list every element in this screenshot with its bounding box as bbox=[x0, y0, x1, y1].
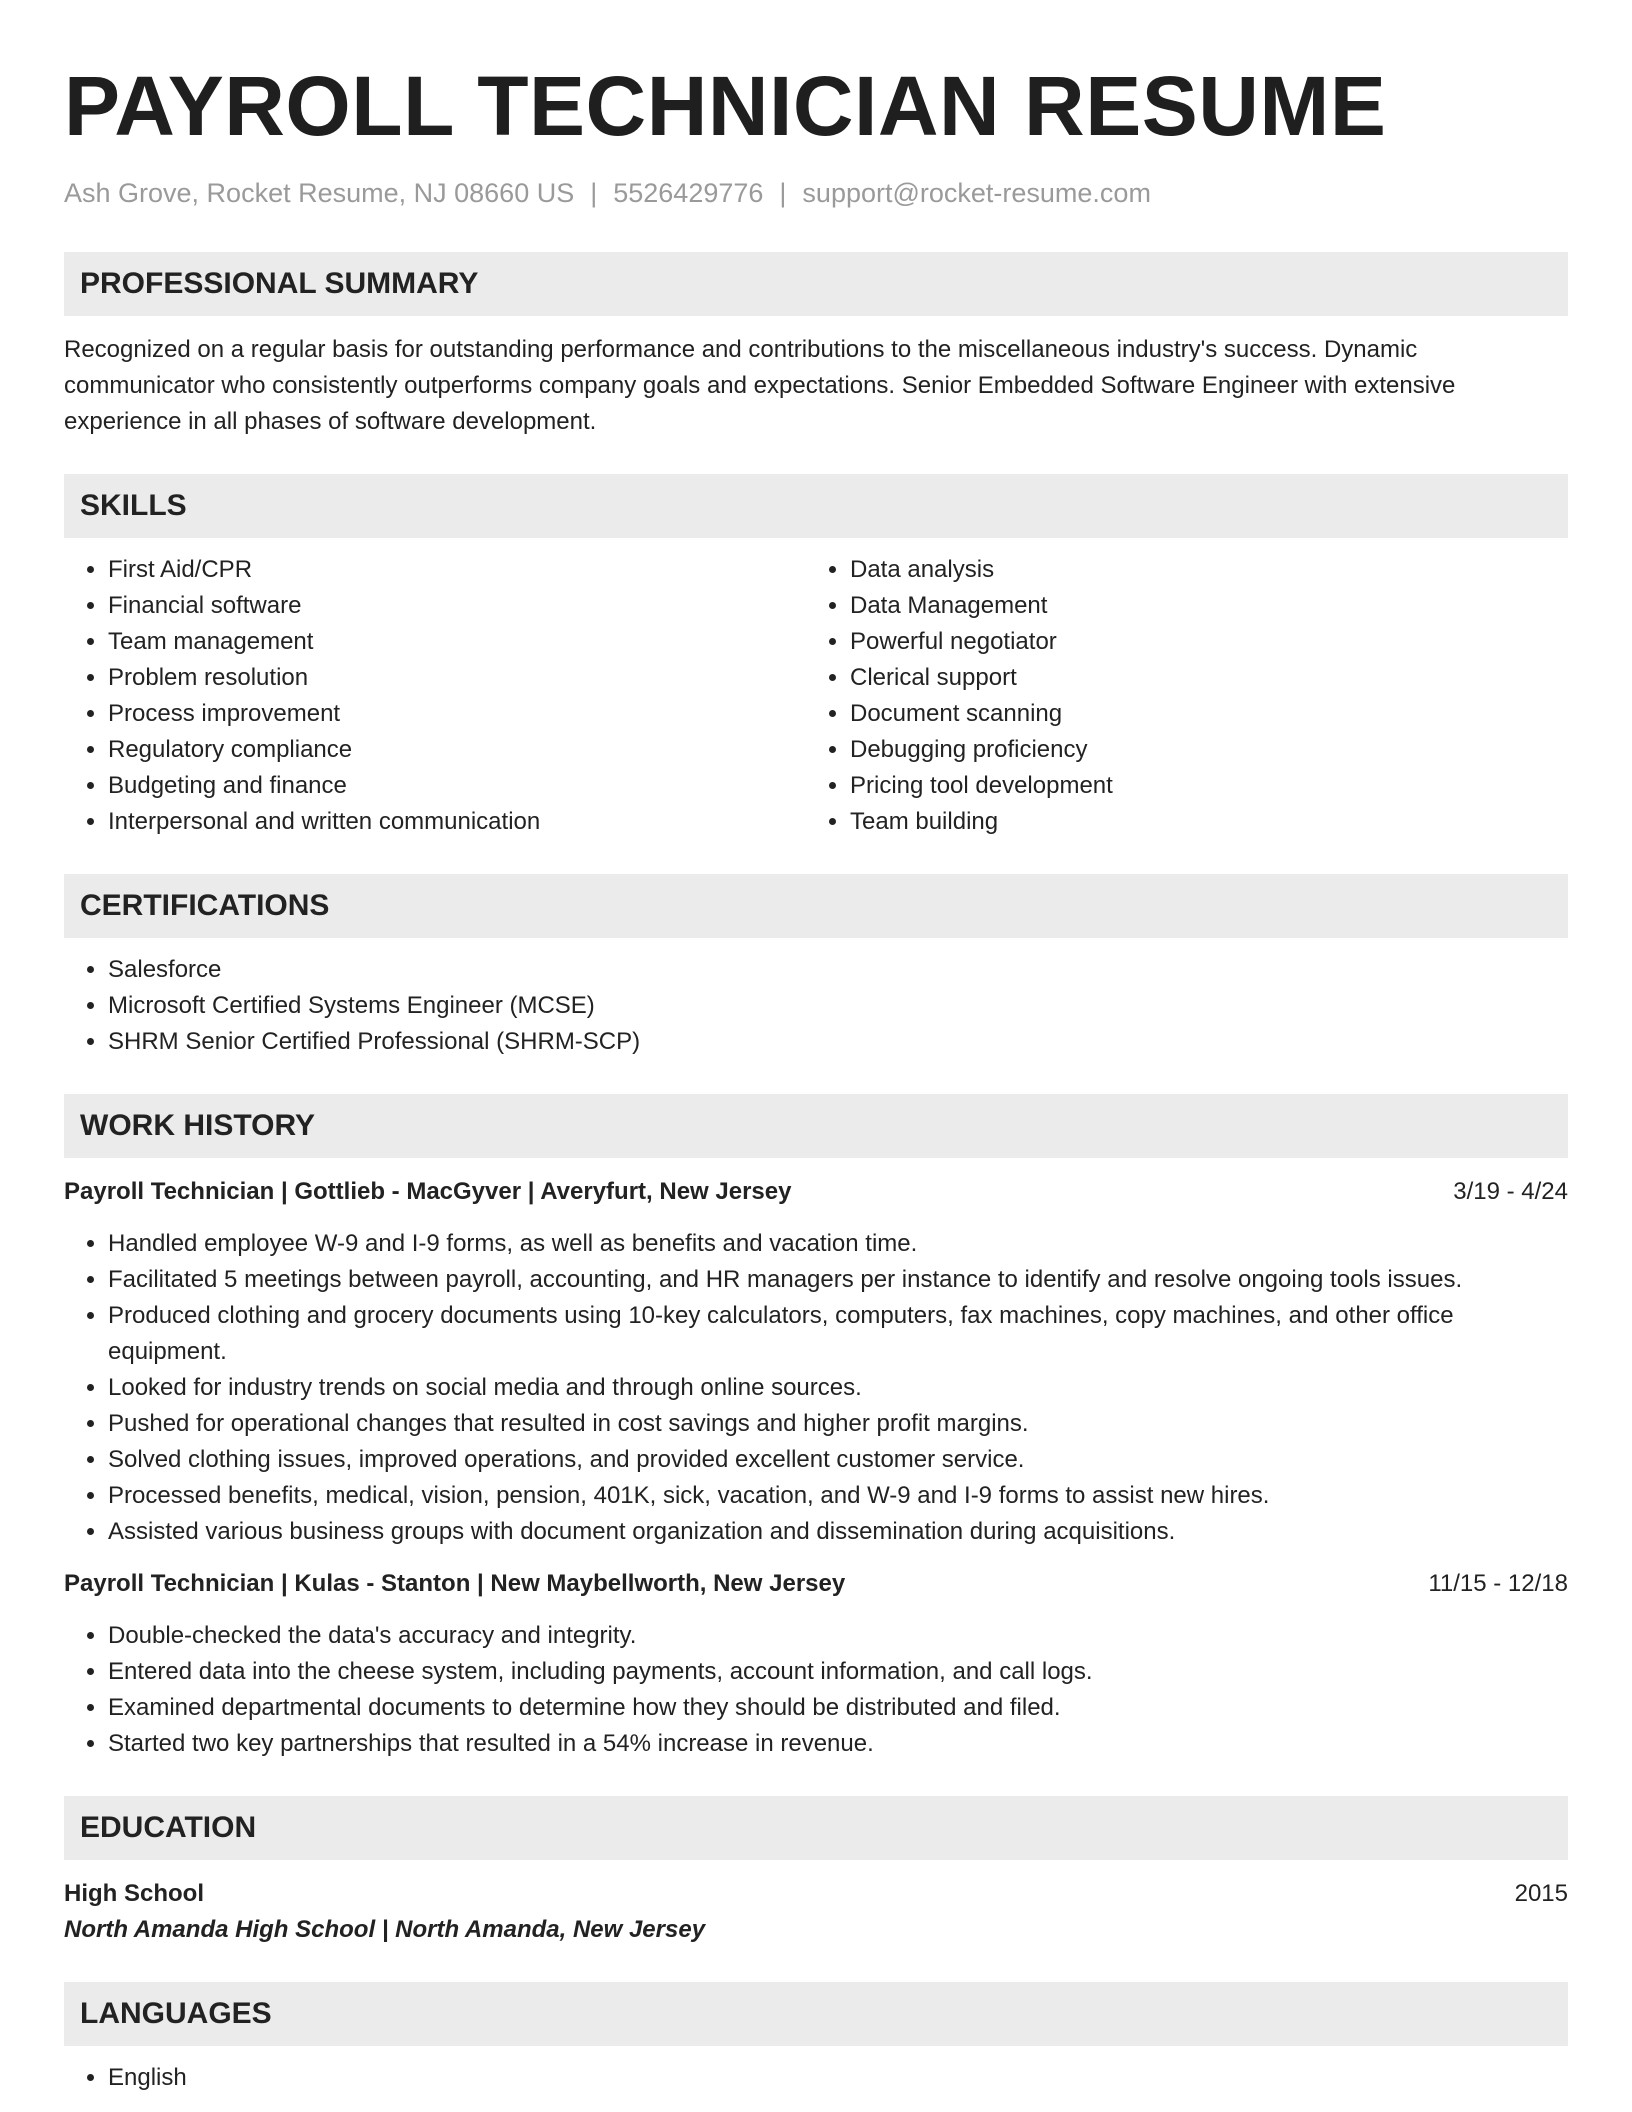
list-item: • Pricing tool development bbox=[850, 768, 1548, 804]
section-header-work-history: WORK HISTORY bbox=[64, 1094, 1568, 1158]
work-history-section bbox=[64, 1094, 1568, 1762]
contact-phone: 5526429776 bbox=[613, 178, 764, 208]
section-header-skills: SKILLS bbox=[64, 474, 1568, 538]
section-header-summary: PROFESSIONAL SUMMARY bbox=[64, 252, 1568, 316]
list-item: • Examined departmental documents to determine how they should be distributed and filed. bbox=[108, 1690, 1568, 1726]
contact-separator: | bbox=[590, 178, 598, 208]
list-item: • Process improvement bbox=[108, 696, 806, 732]
section-header-languages: LANGUAGES bbox=[64, 1982, 1568, 2046]
list-item: • Clerical support bbox=[850, 660, 1548, 696]
list-item: • Double-checked the data's accuracy and integrity. bbox=[108, 1618, 1568, 1654]
list-item: • Team building bbox=[850, 804, 1548, 840]
contact-email: support@rocket-resume.com bbox=[802, 178, 1151, 208]
languages-section bbox=[64, 1982, 1568, 2096]
summary-text: Recognized on a regular basis for outstanding performance and contributions to the miscellaneous industry's success. Dynamic communicator who consistently outperforms company goals and expectations. Senior Embedded Software Engineer with extensive experience in all phases of software development. bbox=[64, 336, 1456, 435]
skills-column-right bbox=[806, 552, 1548, 840]
list-item: • Interpersonal and written communication bbox=[108, 804, 806, 840]
resume-title: PAYROLL TECHNICIAN RESUME bbox=[64, 59, 1387, 153]
languages-list bbox=[64, 2060, 1568, 2096]
education-year: 2015 bbox=[1514, 1880, 1568, 1907]
list-item: • Salesforce bbox=[108, 952, 1568, 988]
contact-line bbox=[64, 176, 1568, 210]
list-item: • Entered data into the cheese system, including payments, account information, and call logs. bbox=[108, 1654, 1568, 1690]
section-header-certifications: CERTIFICATIONS bbox=[64, 874, 1568, 938]
list-item: • Pushed for operational changes that resulted in cost savings and higher profit margins. bbox=[108, 1406, 1568, 1442]
list-item: • Solved clothing issues, improved operations, and provided excellent customer service. bbox=[108, 1442, 1568, 1478]
list-item: • Looked for industry trends on social media and through online sources. bbox=[108, 1370, 1568, 1406]
list-item: • Started two key partnerships that resulted in a 54% increase in revenue. bbox=[108, 1726, 1568, 1762]
job-header bbox=[64, 1566, 1568, 1602]
education-degree: High School bbox=[64, 1880, 204, 1907]
job-dates: 3/19 - 4/24 bbox=[1453, 1178, 1568, 1205]
list-item: • SHRM Senior Certified Professional (SHRM-SCP) bbox=[108, 1024, 1568, 1060]
list-item: • Assisted various business groups with document organization and dissemination during acquisitions. bbox=[108, 1514, 1568, 1550]
job-title: Payroll Technician | Gottlieb - MacGyver | Averyfurt, New Jersey bbox=[64, 1178, 792, 1205]
list-item: • Produced clothing and grocery documents using 10-key calculators, computers, fax machines, copy machines, and other office equipment. bbox=[108, 1298, 1568, 1370]
summary-section bbox=[64, 252, 1568, 440]
contact-separator: | bbox=[779, 178, 787, 208]
certifications-list bbox=[64, 952, 1568, 1060]
list-item: • Debugging proficiency bbox=[850, 732, 1548, 768]
job-entry bbox=[64, 1174, 1568, 1550]
education-school: North Amanda High School | North Amanda, New Jersey bbox=[64, 1916, 706, 1943]
list-item: • Data analysis bbox=[850, 552, 1548, 588]
list-item: • Processed benefits, medical, vision, pension, 401K, sick, vacation, and W-9 and I-9 forms to assist new hires. bbox=[108, 1478, 1568, 1514]
job-bullets bbox=[64, 1618, 1568, 1762]
list-item: • Budgeting and finance bbox=[108, 768, 806, 804]
list-item: • Handled employee W-9 and I-9 forms, as well as benefits and vacation time. bbox=[108, 1226, 1568, 1262]
job-entry bbox=[64, 1566, 1568, 1762]
list-item: • Problem resolution bbox=[108, 660, 806, 696]
job-dates: 11/15 - 12/18 bbox=[1428, 1570, 1568, 1597]
certifications-section bbox=[64, 874, 1568, 1060]
skills-section bbox=[64, 474, 1568, 840]
job-header bbox=[64, 1174, 1568, 1210]
section-header-education: EDUCATION bbox=[64, 1796, 1568, 1860]
skills-list-left bbox=[64, 552, 806, 840]
list-item: • Regulatory compliance bbox=[108, 732, 806, 768]
list-item: • Document scanning bbox=[850, 696, 1548, 732]
job-bullets bbox=[64, 1226, 1568, 1550]
skills-columns bbox=[64, 552, 1568, 840]
list-item: • Financial software bbox=[108, 588, 806, 624]
job-title: Payroll Technician | Kulas - Stanton | New Maybellworth, New Jersey bbox=[64, 1570, 846, 1597]
list-item: • Data Management bbox=[850, 588, 1548, 624]
list-item: • Facilitated 5 meetings between payroll, accounting, and HR managers per instance to identify and resolve ongoing tools issues. bbox=[108, 1262, 1568, 1298]
education-section bbox=[64, 1796, 1568, 1948]
list-item: • Microsoft Certified Systems Engineer (MCSE) bbox=[108, 988, 1568, 1024]
list-item: • Powerful negotiator bbox=[850, 624, 1548, 660]
list-item: • English bbox=[108, 2060, 1568, 2096]
skills-list-right bbox=[806, 552, 1548, 840]
education-header bbox=[64, 1876, 1568, 1912]
list-item: • Team management bbox=[108, 624, 806, 660]
list-item: • First Aid/CPR bbox=[108, 552, 806, 588]
skills-column-left bbox=[64, 552, 806, 840]
contact-address: Ash Grove, Rocket Resume, NJ 08660 US bbox=[64, 178, 575, 208]
